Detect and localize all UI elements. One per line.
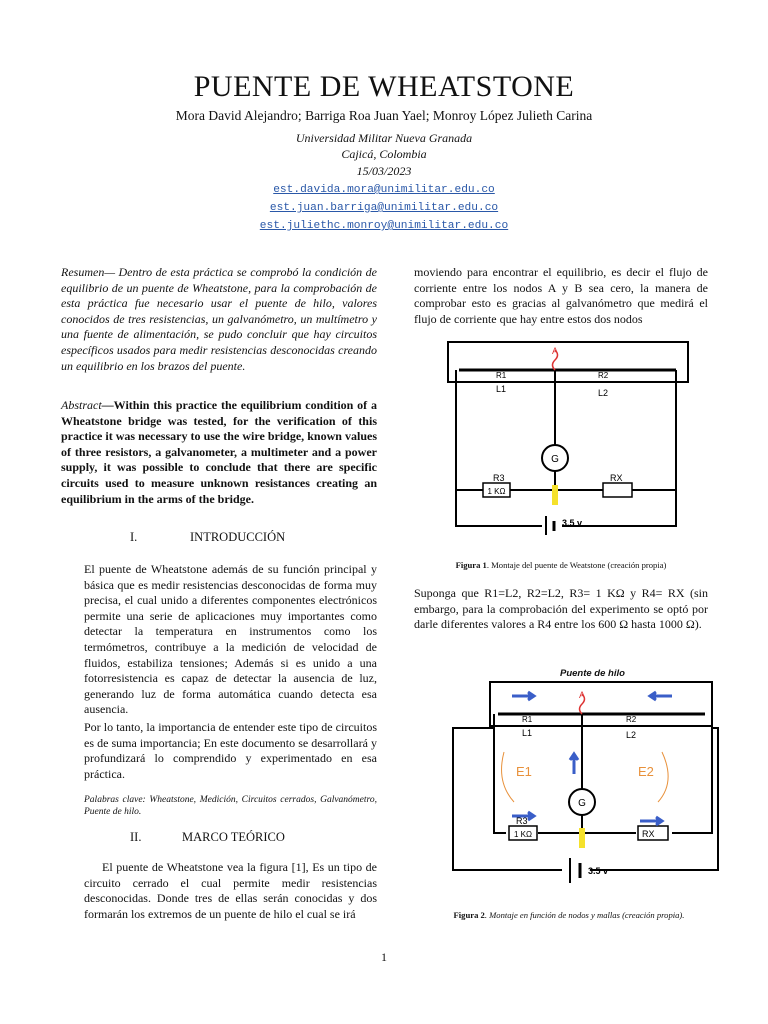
- r2-label: R2: [598, 371, 609, 380]
- suppose-paragraph: Suponga que R1=L2, R2=L2, R3= 1 KΩ y R4= RX (sin embargo, para la comprobación del experimento se optó por darle diferentes valores a R4 entre los 600 Ω hasta 1000 Ω).: [414, 586, 708, 632]
- arrow-right-icon: [512, 692, 534, 700]
- keywords: [84, 794, 377, 818]
- fig2-r2-label: R2: [626, 715, 637, 724]
- affiliation: Universidad Militar Nueva Granada: [295, 131, 473, 145]
- figure-2-title: Puente de hilo: [560, 668, 625, 679]
- intro-paragraph-2: Por lo tanto, la importancia de entender este tipo de circuitos es de suma importancia; En este documento se desarrollará y profundizará lo comprendido y experimentado en esa práctica.: [84, 720, 377, 781]
- date: 15/03/2023: [356, 164, 412, 178]
- e2-label: E2: [638, 764, 654, 779]
- slider-contact: [552, 485, 558, 505]
- resumen-paragraph: [61, 265, 377, 374]
- source-label: 3.5 v: [562, 518, 583, 528]
- section-1-title: INTRODUCCIÓN: [190, 530, 286, 544]
- section-2-number: II.: [130, 830, 142, 844]
- page-number: 1: [381, 950, 387, 964]
- keywords-text: Wheatstone, Medición, Circuitos cerrados, Galvanómetro, Puente de hilo.: [84, 795, 377, 817]
- mesh-e1-arrow: [502, 752, 514, 802]
- l2-label: L2: [598, 388, 609, 398]
- resumen-text: Dentro de esta práctica se comprobó la condición de equilibrio de un puente de Wheatstone, para la comprobación de esta práctica fue necesario usar el puente de hilo, valores conocidos de tres resistencias, un galvanómetro, un multímetro y una fuente de alimentación, se pudo concluir que hay circuitos específicos usados para medir resistencias desconocidas creando un equilibrio en los brazos del puente.: [61, 265, 377, 373]
- email-link-1[interactable]: est.davida.mora@unimilitar.edu.co: [273, 184, 495, 196]
- fig2-node-a-label: A: [578, 690, 586, 700]
- fig2-rx-label: RX: [642, 829, 655, 839]
- resumen-label: Resumen—: [61, 265, 115, 279]
- authors: Mora David Alejandro; Barriga Roa Juan Yael; Monroy López Julieth Carina: [175, 108, 593, 123]
- fig2-r1-label: R1: [522, 715, 533, 724]
- g-label: G: [551, 454, 559, 465]
- continuation-paragraph: moviendo para encontrar el equilibrio, es decir el flujo de corriente entre los nodos A y B sea cero, la manera de comprobar esto es gracias al galvanómetro que medirá el flujo de corriente que hay entre estos dos nodos: [414, 265, 708, 326]
- email-link-2[interactable]: est.juan.barriga@unimilitar.edu.co: [269, 202, 499, 214]
- location: Cajicá, Colombia: [341, 147, 427, 161]
- figure-2-caption: [414, 910, 724, 920]
- rx-resistor: [603, 483, 632, 497]
- figure-2-label: Figura 2: [453, 910, 485, 920]
- rx-label: RX: [610, 473, 623, 483]
- arrow-left-icon: [650, 692, 672, 700]
- intro-paragraph-1: El puente de Wheatstone además de su función principal y básica que es medir resistencias desconocidas de forma muy precisa, el cual unido a diferentes componentes electrónicos permite una serie de aplicaciones muy importantes como detectar la temperatura en instrumentos como los termómetros, contribuye a la medición de velocidad de fluidos, estabiliza tensiones; Además si es unido a una fotorresistencia es capaz de detectar la ausencia de luz, generando luz de forma automática cuando detecta esa ausencia.: [84, 562, 377, 717]
- r3-value: 1 KΩ: [487, 487, 506, 496]
- fig2-slider-contact: [579, 828, 585, 848]
- figure-1-caption-text: . Montaje del puente de Weatstone (creación propia): [486, 560, 667, 570]
- figure-2-caption-text: . Montaje en función de nodos y mallas (creación propia).: [484, 910, 685, 920]
- abstract-label: Abstract: [61, 398, 102, 412]
- arrow-up-icon: [570, 754, 578, 774]
- section-1-number: I.: [130, 530, 138, 544]
- arrow-right-icon-3: [640, 817, 662, 825]
- fig2-r3-value: 1 KΩ: [514, 830, 532, 839]
- fig2-g-label: G: [578, 798, 586, 809]
- figure-1-circuit: [438, 340, 702, 535]
- r1-label: R1: [496, 371, 507, 380]
- abstract-text: —Within this practice the equilibrium condition of a Wheatstone bridge was tested, for the verification of this practice it was necessary to use the wire bridge, known values of three resistors, a galvanometer, a multimeter and a power supply, it was possible to conclude that there are specific circuits used to measure unknown resistances creating an equilibrium in the arms of the bridge.: [61, 398, 377, 506]
- fig2-l2-label: L2: [626, 730, 637, 740]
- email-link-3[interactable]: est.juliethc.monroy@unimilitar.edu.co: [259, 220, 509, 232]
- fig2-source-label: 3.5 v: [588, 866, 609, 876]
- fig2-l1-label: L1: [522, 728, 533, 738]
- mesh-e2-arrow: [658, 752, 668, 802]
- fig2-r3-label: R3: [516, 816, 528, 826]
- node-a-label: A: [551, 346, 559, 356]
- r3-label: R3: [493, 473, 505, 483]
- figure-2-circuit: [450, 680, 720, 885]
- l1-label: L1: [496, 384, 507, 394]
- figure-1-caption: [414, 560, 708, 570]
- e1-label: E1: [516, 764, 532, 779]
- paper-title: PUENTE DE WHEATSTONE: [193, 70, 575, 103]
- section-2-title: MARCO TEÓRICO: [182, 830, 285, 844]
- marco-paragraph-1: El puente de Wheatstone vea la figura [1], Es un tipo de circuito cerrado el cual permite medir resistencias desconocidas. Donde tres de ellas serán conocidas y dos formarán los extremos de un puente de hilo el cual se irá: [84, 860, 377, 921]
- abstract-paragraph: [61, 398, 377, 507]
- keywords-label: Palabras clave:: [84, 795, 146, 805]
- figure-1-label: Figura 1: [455, 560, 487, 570]
